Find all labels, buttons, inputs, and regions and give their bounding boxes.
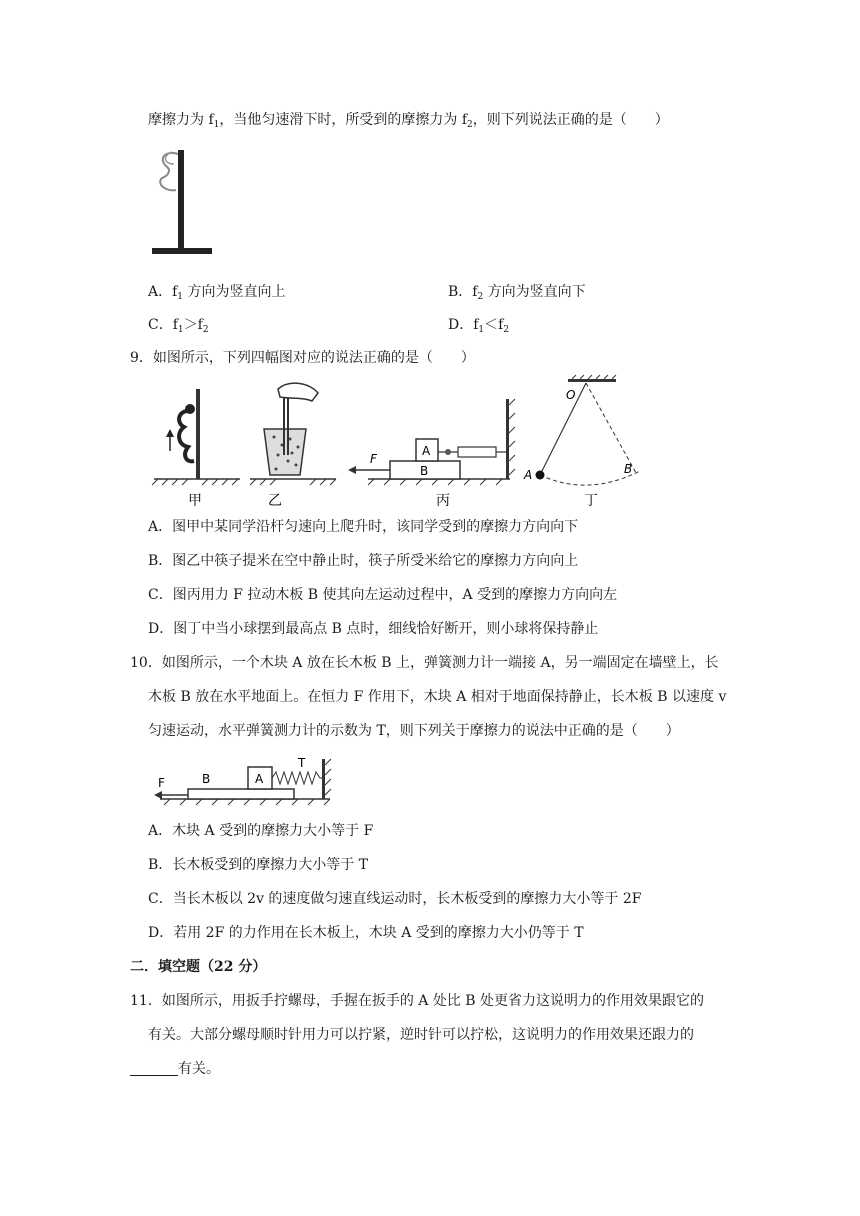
q10-option-b: B．长木板受到的摩擦力大小等于 T	[148, 857, 369, 873]
figure-ding-b: B	[624, 462, 633, 476]
q9-option-d: D．图丁中当小球摆到最高点 B 点时，细线恰好断开，则小球将保持静止	[148, 621, 599, 637]
q9-option-c: C．图丙用力 F 拉动木板 B 使其向左运动过程中，A 受到的摩擦力方向向左	[148, 587, 618, 603]
q10-option-c: C．当长木板以 2v 的速度做匀速直线运动时，长木板受到的摩擦力大小等于 2F	[148, 891, 642, 907]
figure-ding	[523, 375, 640, 509]
q8-option-b: B．$f_2$ 方向为竖直向下	[448, 284, 586, 302]
figure-ding-a: A	[524, 468, 533, 482]
q9-stem: 9．如图所示，下列四幅图对应的说法正确的是（ ）	[130, 350, 475, 366]
q11-line-3: 有关。	[130, 1059, 220, 1079]
q10-stem-line-1: 10．如图所示，一个木块 A 放在长木板 B 上，弹簧测力计一端接 A，另一端固定在墙壁上，长	[130, 655, 719, 671]
q10-option-d: D．若用 2F 的力作用在长木板上，木块 A 受到的摩擦力大小仍等于 T	[148, 925, 584, 941]
figure-bing-b: B	[420, 464, 429, 478]
section-heading: 二．填空题（22 分）	[130, 959, 267, 975]
q8-option-d: D．$f_1<f_2$	[448, 317, 510, 335]
q8-pole-figure	[152, 142, 222, 262]
q8-stem: 摩擦力为 $f_1$，当他匀速滑下时，所受到的摩擦力为 $f_2$，则下列说法正确的是（ ）	[148, 112, 669, 130]
figure-bing-a: A	[422, 444, 431, 458]
q9-figures	[140, 375, 670, 515]
q10-option-a: A．木块 A 受到的摩擦力大小等于 F	[148, 823, 374, 839]
q10-fig-b: B	[202, 772, 211, 786]
q9-option-a: A．图甲中某同学沿杆匀速向上爬升时，该同学受到的摩擦力方向向下	[148, 519, 579, 535]
figure-ding-label: 丁	[584, 493, 598, 509]
figure-jia	[152, 389, 240, 509]
q9-option-b: B．图乙中筷子提米在空中静止时，筷子所受米给它的摩擦力方向向上	[148, 553, 579, 569]
q10-stem-line-3: 匀速运动，水平弹簧测力计的示数为 T，则下列关于摩擦力的说法中正确的是（ ）	[148, 723, 680, 739]
figure-bing-f: F	[370, 452, 377, 466]
q10-stem-line-2: 木板 B 放在水平地面上。在恒力 F 作用下，木块 A 相对于地面保持静止，长木板 B 以速度 v	[148, 689, 727, 705]
figure-yi-label: 乙	[268, 493, 282, 509]
q10-figure	[150, 755, 340, 810]
q10-fig-a: A	[255, 772, 264, 786]
q11-blank-2	[130, 1061, 178, 1076]
q10-fig-f: F	[158, 776, 165, 790]
q10-fig-t: T	[298, 756, 306, 770]
figure-bing	[348, 399, 515, 509]
figure-bing-label: 丙	[436, 493, 450, 509]
figure-ding-o: O	[566, 388, 576, 402]
q8-option-c: C．$f_1>f_2$	[148, 317, 209, 335]
figure-jia-label: 甲	[188, 493, 202, 509]
q11-line-2: 有关。大部分螺母顺时针用力可以拧紧，逆时针可以拧松，这说明力的作用效果还跟力的	[148, 1027, 694, 1043]
figure-yi	[250, 383, 336, 509]
q8-option-a: A．$f_1$ 方向为竖直向上	[148, 284, 286, 302]
q11-line-1: 11．如图所示，用扳手拧螺母，手握在扳手的 A 处比 B 处更省力这说明力的作用效果跟它的	[130, 993, 705, 1009]
